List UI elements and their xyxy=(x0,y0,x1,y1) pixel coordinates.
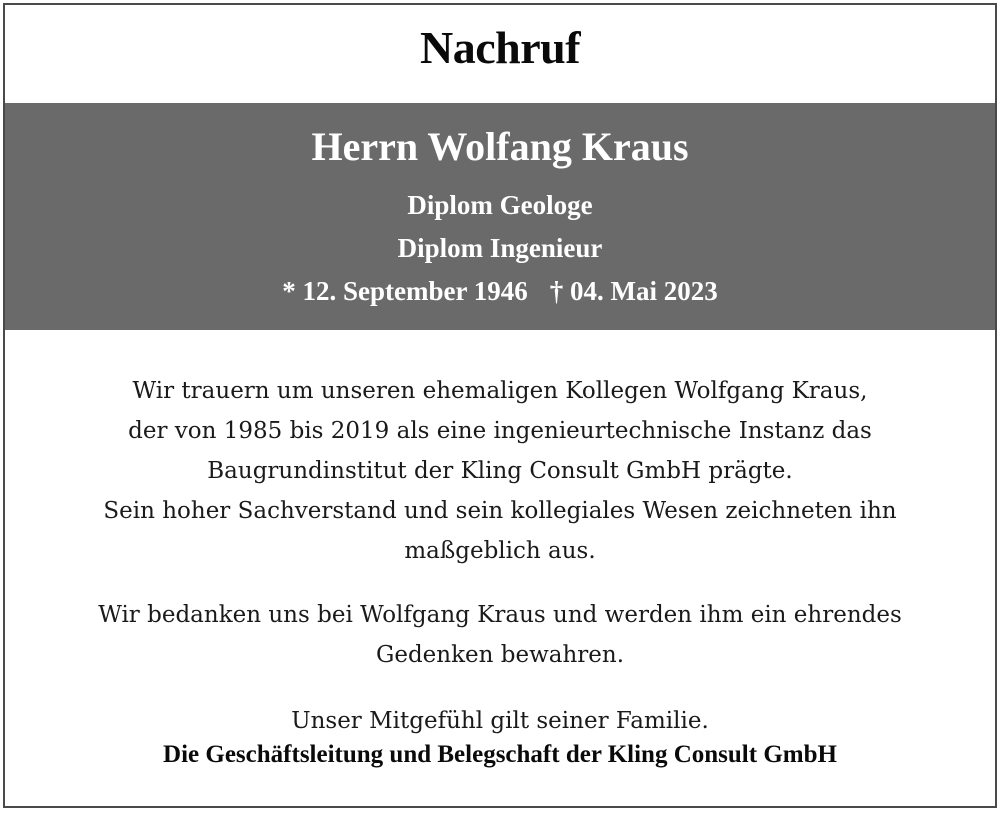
birth-date: * 12. September 1946 xyxy=(282,276,528,306)
condolence-line: Unser Mitgefühl gilt seiner Familie. xyxy=(291,708,709,734)
text-line: Baugrundinstitut der Kling Consult GmbH prägte. xyxy=(207,458,793,484)
tribute-paragraph xyxy=(5,371,995,571)
text-line: Sein hoher Sachverstand und sein kollegiales Wesen zeichneten ihn xyxy=(103,498,897,524)
text-line: Gedenken bewahren. xyxy=(375,642,625,668)
thanks-paragraph xyxy=(5,595,995,675)
obituary-title: Nachruf xyxy=(419,22,581,73)
obituary-frame xyxy=(3,3,997,808)
text-line: Wir trauern um unseren ehemaligen Kollegen Wolfgang Kraus, xyxy=(132,378,868,404)
life-dates xyxy=(5,277,995,307)
text-line: maßgeblich aus. xyxy=(404,538,596,564)
deceased-name: Herrn Wolfang Kraus xyxy=(311,124,689,169)
deceased-title-2: Diplom Ingenieur xyxy=(397,233,603,263)
death-date: † 04. Mai 2023 xyxy=(549,276,718,306)
text-line: Wir bedanken uns bei Wolfgang Kraus und werden ihm ein ehrendes xyxy=(98,602,902,628)
name-band xyxy=(5,103,995,330)
signature: Die Geschäftsleitung und Belegschaft der Kling Consult GmbH xyxy=(163,741,837,768)
text-line: der von 1985 bis 2019 als eine ingenieurtechnische Instanz das xyxy=(128,418,872,444)
deceased-title-1: Diplom Geologe xyxy=(407,190,593,220)
